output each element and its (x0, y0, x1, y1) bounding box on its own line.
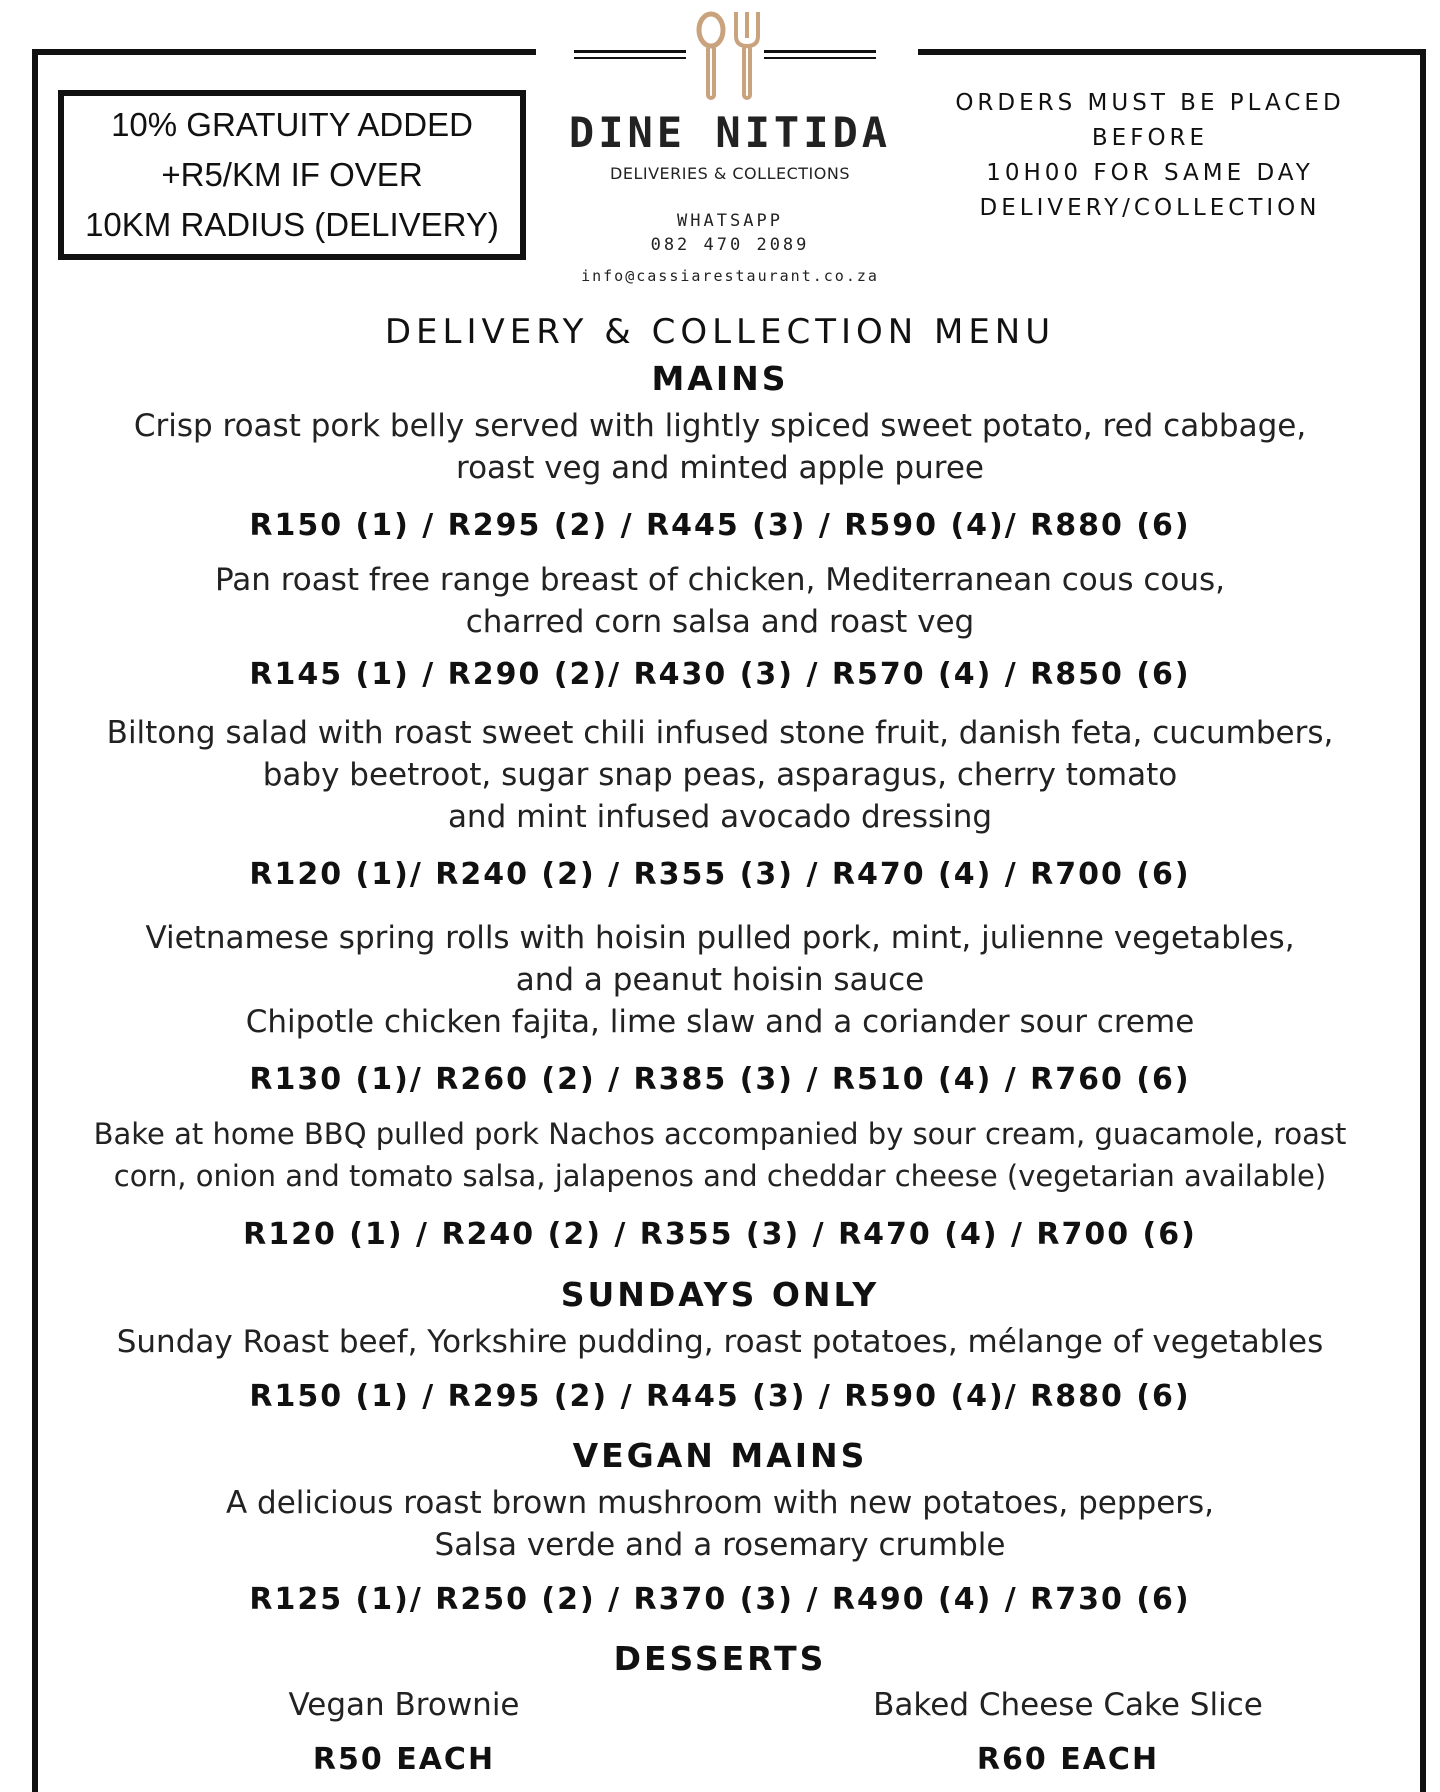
menu-item-description: and mint infused avocado dressing (447, 799, 993, 835)
menu-item-description: Vietnamese spring rolls with hoisin pulled pork, mint, julienne vegetables, (145, 920, 1295, 956)
menu-item-description: baby beetroot, sugar snap peas, asparagus, cherry tomato (262, 757, 1178, 793)
order-note-line: DELIVERY/COLLECTION (979, 195, 1321, 221)
gratuity-line: +R5/KM IF OVER (161, 156, 423, 193)
gratuity-line: 10% GRATUITY ADDED (111, 106, 473, 143)
menu-item-description: roast veg and minted apple puree (456, 450, 984, 486)
dessert-price: R50 EACH (312, 1742, 496, 1777)
logo-rule (764, 57, 876, 59)
menu-item-price: R150 (1) / R295 (2) / R445 (3) / R590 (4)/ R880 (6) (249, 508, 1191, 543)
menu-item-price: R120 (1) / R240 (2) / R355 (3) / R470 (4) / R700 (6) (243, 1217, 1197, 1252)
logo (574, 0, 884, 110)
menu-item-price: R125 (1)/ R250 (2) / R370 (3) / R490 (4) / R730 (6) (249, 1582, 1191, 1617)
menu-item-description: Crisp roast pork belly served with lightly spiced sweet potato, red cabbage, (133, 408, 1307, 444)
menu-item-description: Biltong salad with roast sweet chili infused stone fruit, danish feta, cucumbers, (106, 715, 1334, 751)
logo-rule (574, 57, 686, 59)
menu-title: DELIVERY & COLLECTION MENU (384, 312, 1056, 352)
frame-top-right (918, 49, 1426, 55)
menu-item-description: Salsa verde and a rosemary crumble (434, 1527, 1006, 1563)
dessert-name: Baked Cheese Cake Slice (873, 1687, 1263, 1723)
menu-item-price: R145 (1) / R290 (2)/ R430 (3) / R570 (4) / R850 (6) (249, 657, 1191, 692)
email[interactable]: info@cassiarestaurant.co.za (581, 267, 879, 285)
menu-item-description: corn, onion and tomato salsa, jalapenos and cheddar cheese (vegetarian available) (113, 1159, 1327, 1193)
fork-icon (732, 8, 762, 100)
menu-item-price: R150 (1) / R295 (2) / R445 (3) / R590 (4)/ R880 (6) (249, 1379, 1191, 1414)
brand-name: DINE NITIDA (568, 108, 892, 157)
menu-item-description: Bake at home BBQ pulled pork Nachos accompanied by sour cream, guacamole, roast (93, 1117, 1347, 1151)
order-note-line: 10H00 FOR SAME DAY (986, 160, 1314, 186)
logo-rule (764, 50, 876, 53)
whatsapp-label: WHATSAPP (677, 211, 783, 231)
dessert-price: R60 EACH (976, 1742, 1160, 1777)
spoon-icon (696, 8, 726, 100)
gratuity-line: 10KM RADIUS (DELIVERY) (85, 206, 499, 243)
menu-item-description: Pan roast free range breast of chicken, Mediterranean cous cous, (214, 562, 1226, 598)
vegan-heading: VEGAN MAINS (572, 1436, 868, 1475)
frame-top-left (32, 49, 536, 55)
menu-item-price: R120 (1)/ R240 (2) / R355 (3) / R470 (4) / R700 (6) (249, 857, 1191, 892)
desserts-heading: DESSERTS (613, 1639, 827, 1678)
menu-item-description: A delicious roast brown mushroom with new potatoes, peppers, (225, 1485, 1215, 1521)
logo-rule (574, 50, 686, 53)
mains-heading: MAINS (651, 359, 789, 398)
menu-item-description: charred corn salsa and roast veg (465, 604, 975, 640)
menu-item-description: Sunday Roast beef, Yorkshire pudding, roast potatoes, mélange of vegetables (116, 1324, 1324, 1360)
brand-tagline: DELIVERIES & COLLECTIONS (610, 164, 850, 183)
menu-item-price: R130 (1)/ R260 (2) / R385 (3) / R510 (4) / R760 (6) (249, 1062, 1191, 1097)
sundays-heading: SUNDAYS ONLY (560, 1275, 880, 1314)
dessert-name: Vegan Brownie (288, 1687, 520, 1723)
order-note-line: ORDERS MUST BE PLACED BEFORE (955, 90, 1345, 151)
whatsapp-number: 082 470 2089 (650, 235, 810, 255)
gratuity-box (58, 90, 526, 260)
menu-item-description: and a peanut hoisin sauce (515, 962, 925, 998)
menu-item-description: Chipotle chicken fajita, lime slaw and a coriander sour creme (245, 1004, 1195, 1040)
order-note (900, 86, 1400, 226)
